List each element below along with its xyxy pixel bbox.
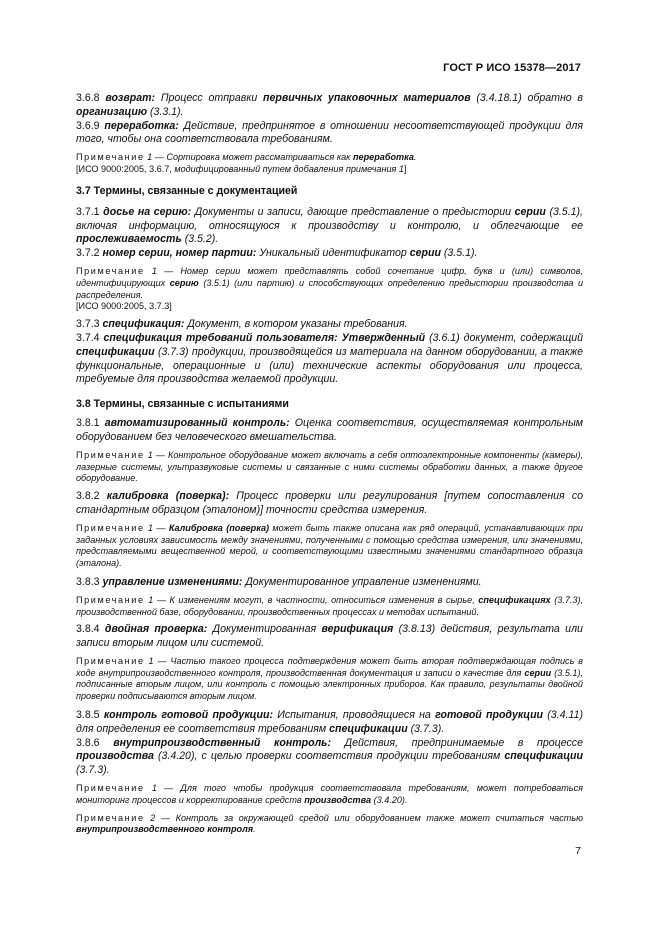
term-3-7-2: 3.7.2 номер серии, номер партии: Уникальный идентификатор серии (3.5.1). bbox=[76, 247, 478, 260]
term-3-8-4: 3.8.4 двойная проверка: Документированная верификация (3.8.13) действия, результата или записи вторым лицом или системой. bbox=[76, 623, 583, 650]
term-3-7-3: 3.7.3 спецификация: Документ, в котором указаны требования. bbox=[76, 318, 408, 331]
note-3-7-2: Примечание 1 — Номер серии может представлять собой сочетание цифр, букв и (или) символов, идентифицирующих серию (3.5.1) (или партию) и способствующих определению предыстории производства и распределения. bbox=[76, 265, 583, 300]
note-3-8-4: Примечание 1 — Частью такого процесса подтверждения может быть вторая подтверждающая подпись в ходе внутрипроизводственного контроля, производственная документация и записи о качестве для серии (3.5.1), подписанные вторым лицом, или контроль с помощью электронных приборов. Как правило, результаты двойной проверки подписываются вторым лицом. bbox=[76, 655, 584, 702]
term-name: возврат: bbox=[105, 92, 156, 104]
note-3-6-9: Примечание 1 — Сортировка может рассматриваться как переработка. bbox=[76, 152, 417, 163]
page-number: 7 bbox=[575, 845, 581, 857]
term-3-7-4: 3.7.4 спецификация требований пользователя: Утвержденный (3.6.1) документ, содержащий спецификации (3.7.3) продукции, производящейся из материала на данном оборудовании, а также функциональные, операционные и (или) технические аспекты оборудования или процесса, требуемые для производства желаемой продукции. bbox=[76, 331, 584, 386]
reference-3-6-9: [ИСО 9000:2005, 3.6.7, модифицированный путем добавления примечания 1] bbox=[76, 163, 407, 174]
note-3-8-2: Примечание 1 — Калибровка (поверка) может быть также описана как ряд операций, устанавливающих при заданных условиях зависимость между значениями, полученными с помощью средства измерения, или значениями, представляемыми вещественной мерой, и соответствующими известными значениями стандартного образца (эталона). bbox=[76, 522, 583, 569]
term-3-8-2: 3.8.2 калибровка (поверка): Процесс проверки или регулирования [путем сопоставления со стандартным образцом (эталоном)] точности средства измерения. bbox=[76, 490, 584, 516]
note-3-8-6-1: Примечание 1 — Для того чтобы продукция соответствовала требованиям, может потребоваться мониторинг процессов и корректирование средств производства (3.4.20). bbox=[76, 783, 583, 805]
term-3-8-5: 3.8.5 контроль готовой продукции: Испытания, проводящиеся на готовой продукции (3.4.11) для определения ее соответствия требованиям спецификации (3.7.3). bbox=[76, 709, 583, 735]
section-3-7-heading: 3.7 Термины, связанные с документацией bbox=[76, 184, 298, 197]
reference-3-7-2: [ИСО 9000:2005, 3.7.3] bbox=[76, 301, 172, 312]
term-3-8-6: 3.8.6 внутрипроизводственный контроль: Действия, предпринимаемые в процессе производства (3.4.20), с целью проверки соответствия продукции требованиям спецификации (3.7.3). bbox=[76, 736, 583, 777]
term-3-7-1: 3.7.1 досье на серию: Документы и записи, дающие представление о предыстории серии (3.5.1), включая информацию, относящуюся к производству и контролю, и облегчающие ее прослеживаемость (3.5.2). bbox=[76, 205, 583, 246]
term-3-6-9: 3.6.9 переработка: Действие, предпринятое в отношении несоответствующей продукции для того, чтобы она соответствовала требованиям. bbox=[76, 119, 583, 146]
note-3-8-3: Примечание 1 — К изменениям могут, в частности, относиться изменения в сырье, спецификациях (3.7.3), производственной базе, оборудовании, производственных процессах и методах испытаний. bbox=[76, 594, 584, 617]
note-3-8-6-2: Примечание 2 — Контроль за окружающей средой или оборудованием также может считаться частью внутрипроизводственного контроля. bbox=[76, 812, 583, 835]
term-number: 3.6.8 bbox=[76, 92, 100, 104]
section-3-8-heading: 3.8 Термины, связанные с испытаниями bbox=[76, 398, 289, 411]
page-header-standard: ГОСТ Р ИСО 15378—2017 bbox=[443, 62, 581, 74]
term-3-8-1: 3.8.1 автоматизированный контроль: Оценка соответствия, осуществляемая контрольным оборудованием без человеческого вмешательства. bbox=[76, 417, 584, 443]
page-content bbox=[76, 92, 583, 836]
note-3-8-1: Примечание 1 — Контрольное оборудование может включать в себя оптоэлектронные компоненты (камеры), лазерные системы, ультразвуковые системы и связанные с ними системы обработки данных, а также другое оборудование. bbox=[76, 449, 584, 484]
term-3-8-3: 3.8.3 управление изменениями: Документированное управление изменениями. bbox=[76, 575, 482, 588]
term-3-6-8: 3.6.8 возврат: Процесс отправки первичных упаковочных материалов (3.4.18.1) обратно в организацию (3.3.1). bbox=[76, 92, 583, 118]
